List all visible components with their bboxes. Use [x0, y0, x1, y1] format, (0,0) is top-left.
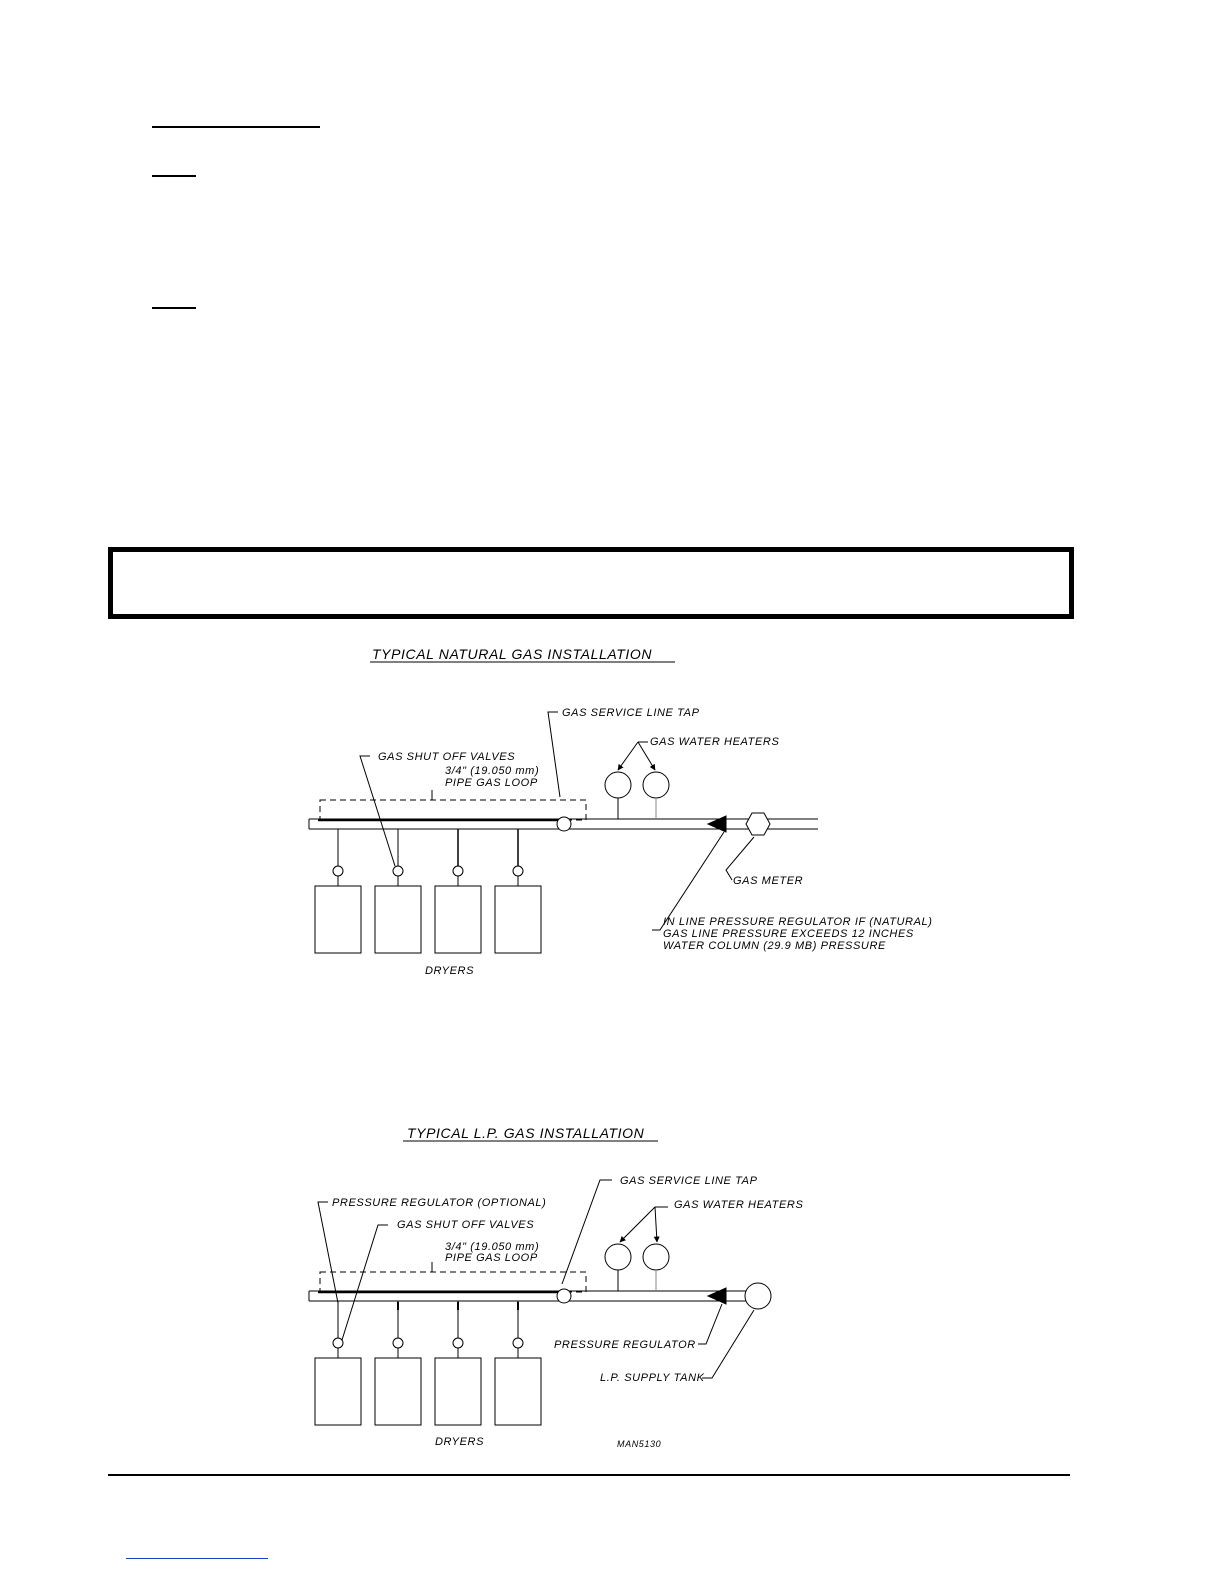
label-pipe-size-lp: 3/4" (19.050 mm): [445, 1241, 540, 1253]
pressure-regulator-lp: [708, 1288, 726, 1304]
pipe-gas-loop: [320, 800, 586, 820]
label-regulator-1: IN LINE PRESSURE REGULATOR IF (NATURAL): [663, 916, 933, 928]
lp-gas-diagram: [309, 1125, 803, 1449]
label-pressure-regulator-optional: PRESSURE REGULATOR (OPTIONAL): [332, 1197, 547, 1209]
lp-supply-tank-symbol: [745, 1283, 771, 1309]
label-dryers: DRYERS: [425, 965, 475, 977]
label-gas-water-heaters-lp: GAS WATER HEATERS: [674, 1199, 804, 1211]
label-dryers-lp: DRYERS: [435, 1436, 485, 1448]
dryer-3: [435, 886, 481, 953]
dryer-lp-3: [435, 1358, 481, 1425]
dryer-lp-4: [495, 1358, 541, 1425]
dryer-1: [315, 886, 361, 953]
label-gas-meter: GAS METER: [733, 875, 804, 887]
dryer-4: [495, 886, 541, 953]
label-pressure-regulator: PRESSURE REGULATOR: [554, 1339, 696, 1351]
lp-gas-title: TYPICAL L.P. GAS INSTALLATION: [407, 1125, 645, 1141]
gas-meter-symbol: [746, 813, 770, 835]
gas-service-line-tap-symbol: [557, 817, 571, 831]
drawing-id: MAN5130: [617, 1439, 662, 1449]
dryers-group: [315, 829, 541, 953]
label-regulator-3: WATER COLUMN (29.9 MB) PRESSURE: [663, 940, 886, 952]
label-gas-service-line-tap-lp: GAS SERVICE LINE TAP: [620, 1175, 758, 1187]
footer-rule: [108, 1474, 1070, 1476]
label-gas-shut-off-valves: GAS SHUT OFF VALVES: [378, 751, 516, 763]
natural-gas-diagram: [309, 646, 933, 977]
label-pipe-gas-loop-lp: PIPE GAS LOOP: [445, 1252, 538, 1264]
water-heater-1: [605, 772, 631, 798]
water-heater-lp-1: [605, 1244, 631, 1270]
dryer-lp-2: [375, 1358, 421, 1425]
label-gas-service-line-tap: GAS SERVICE LINE TAP: [562, 707, 700, 719]
label-regulator-2: GAS LINE PRESSURE EXCEEDS 12 INCHES: [663, 928, 914, 940]
gas-service-line-tap-symbol-lp: [557, 1289, 571, 1303]
dryer-2: [375, 886, 421, 953]
inline-pressure-regulator: [708, 816, 726, 832]
label-pipe-size: 3/4" (19.050 mm): [445, 765, 540, 777]
water-heater-lp-2: [643, 1244, 669, 1270]
water-heater-2: [643, 772, 669, 798]
dryer-lp-1: [315, 1358, 361, 1425]
natural-gas-title: TYPICAL NATURAL GAS INSTALLATION: [372, 646, 653, 662]
footer-link-underline[interactable]: [126, 1558, 268, 1559]
label-pipe-gas-loop: PIPE GAS LOOP: [445, 777, 538, 789]
label-lp-supply-tank: L.P. SUPPLY TANK: [600, 1372, 705, 1384]
label-gas-water-heaters: GAS WATER HEATERS: [650, 736, 780, 748]
label-gas-shut-off-valves-lp: GAS SHUT OFF VALVES: [397, 1219, 535, 1231]
